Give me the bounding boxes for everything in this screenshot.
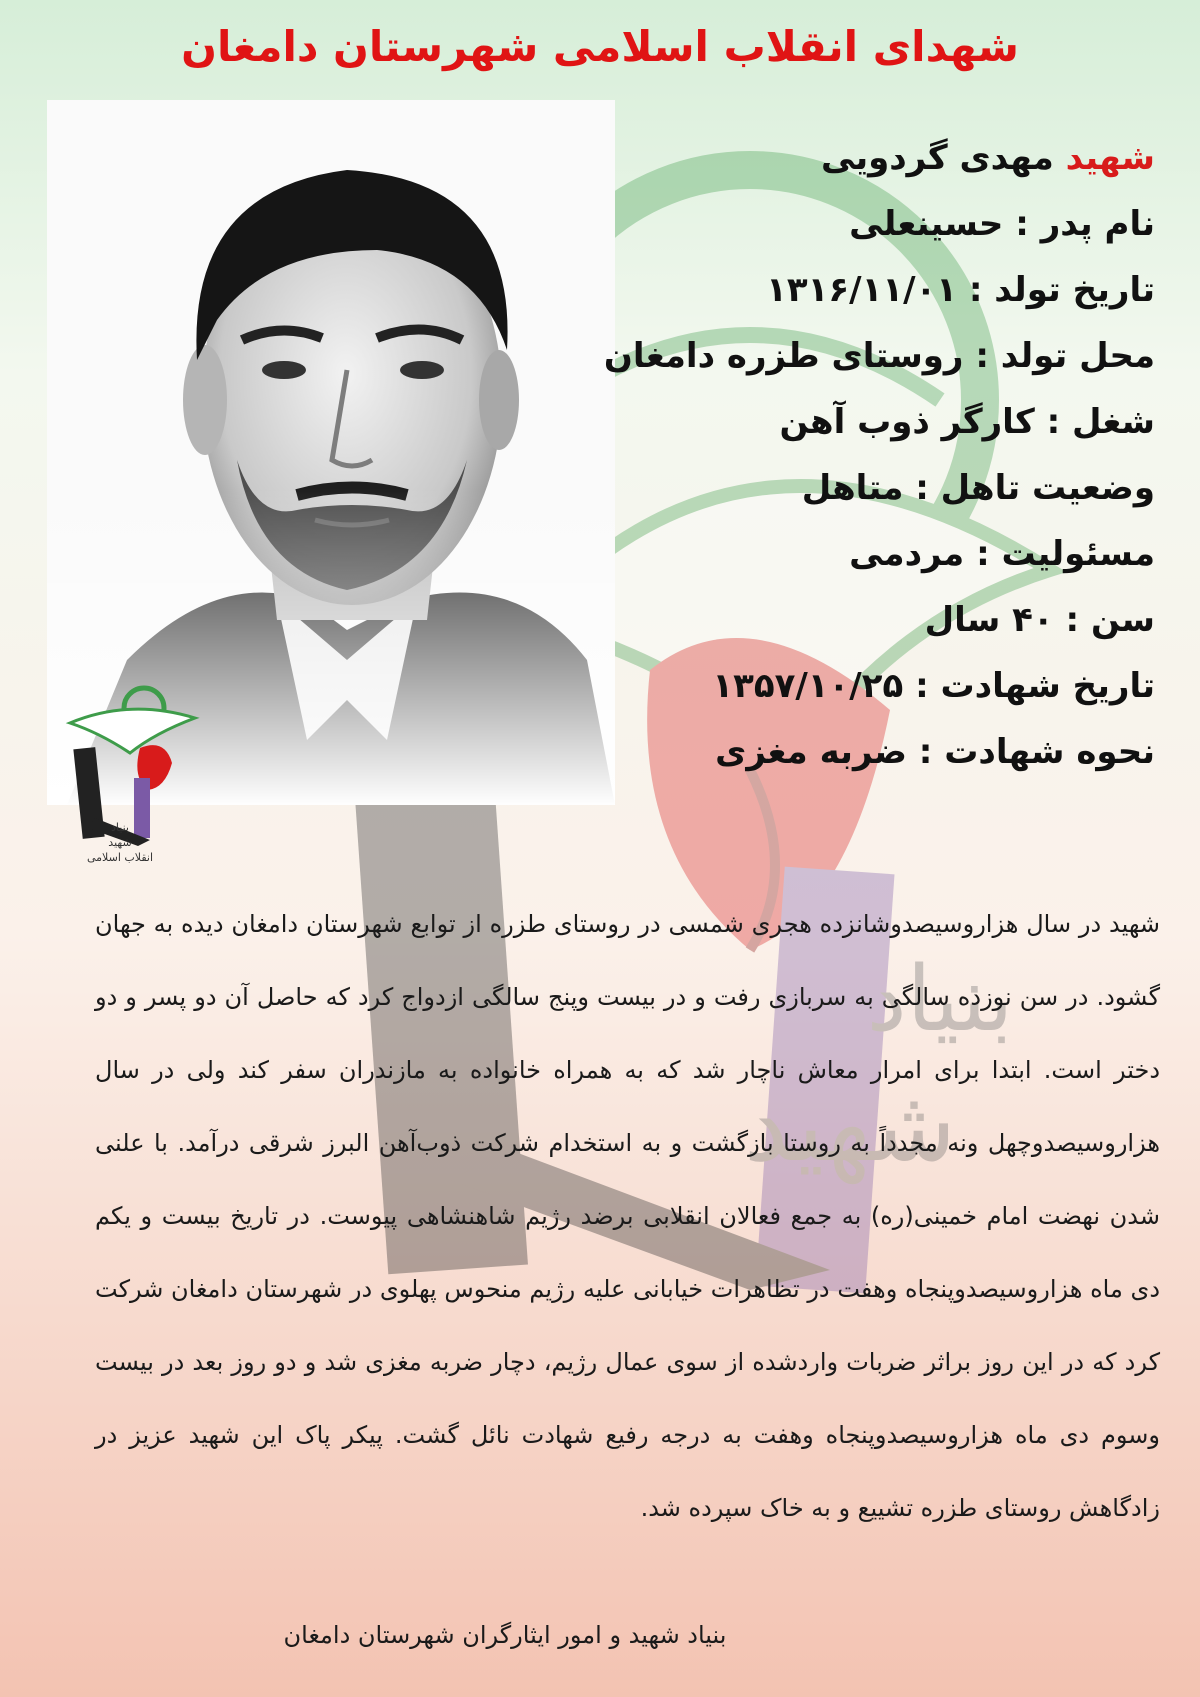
info-label: سن	[1090, 600, 1155, 640]
info-value: ۴۰ سال	[924, 600, 1054, 640]
info-row-birth-date: تاریخ تولد : ۱۳۱۶/۱۱/۰۱	[766, 270, 1155, 310]
martyr-name: مهدی گردویی	[820, 138, 1054, 178]
info-label: تاریخ شهادت	[940, 666, 1155, 706]
info-value: ۱۳۱۶/۱۱/۰۱	[766, 270, 958, 310]
info-label: نام پدر	[1040, 204, 1155, 244]
logo-line-1: بنیاد	[111, 821, 129, 834]
info-value: ۱۳۵۷/۱۰/۲۵	[712, 666, 904, 706]
martyr-info-list	[595, 125, 1155, 785]
info-label: شغل	[1072, 402, 1155, 442]
info-label: تاریخ تولد	[994, 270, 1155, 310]
martyr-prefix: شهید	[1065, 138, 1155, 178]
info-value: ضربه مغزی	[715, 732, 907, 772]
info-row-marital-status: وضعیت تاهل : متاهل	[801, 468, 1155, 508]
footer-signature: بنیاد شهید و امور ایثارگران شهرستان دامغان	[283, 1621, 727, 1649]
info-row-martyrdom-cause: نحوه شهادت : ضربه مغزی	[715, 732, 1155, 772]
svg-text:بنیاد: بنیاد	[866, 947, 1014, 1052]
info-value: متاهل	[801, 468, 904, 508]
info-row-birth-place: محل تولد : روستای طزره دامغان	[603, 336, 1155, 376]
svg-text:شهید: شهید	[743, 1067, 957, 1184]
info-label: نحوه شهادت	[944, 732, 1155, 772]
biography-text: شهید در سال هزاروسیصدوشانزده هجری شمسی در روستای طزره از توابع شهرستان دامغان دیده به جهان گشود. در سن نوزده سالگی به سربازی رفت و در بیست وپنج سالگی ازدواج کرد که حاصل آن دو پسر و دو دختر است. ابتدا برای امرار معاش ناچار شد که به همراه خانواده به مازندران سفر کند ولی در سال هزاروسیصدوچهل ونه مجدداً به روستا بازگشت و به استخدام شرکت ذوب‌آهن البرز شرقی درآمد. با علنی شدن نهضت امام خمینی(ره) به جمع فعالان انقلابی برضد رژیم شاهنشاهی پیوست. در تاریخ بیست و یکم دی ماه هزاروسیصدوپنجاه وهفت در تظاهرات خیابانی علیه رژیم منحوس پهلوی در شهرستان دامغان شرکت کرد که در این روز براثر ضربات واردشده از سوی عمال رژیم، دچار ضربه مغزی شد و دو روز بعد در بیست وسوم دی ماه هزاروسیصدوپنجاه وهفت به درجه رفیع شهادت نائل گشت. پیکر پاک این شهید عزیز در زادگاهش روستای طزره تشییع و به خاک سپرده شد.	[95, 910, 1160, 1522]
info-row-age: سن : ۴۰ سال	[924, 600, 1155, 640]
info-label: محل تولد	[1000, 336, 1155, 376]
info-label: مسئولیت	[1001, 534, 1155, 574]
info-value: روستای طزره دامغان	[603, 336, 964, 376]
info-value: حسینعلی	[849, 204, 1004, 244]
page-title: شهدای انقلاب اسلامی شهرستان دامغان	[181, 22, 1019, 71]
info-row-martyrdom-date: تاریخ شهادت : ۱۳۵۷/۱۰/۲۵	[712, 666, 1155, 706]
logo-line-2: شهید	[108, 836, 132, 849]
logo-caption	[60, 820, 180, 865]
martyr-name-row	[595, 125, 1155, 191]
info-label: وضعیت تاهل	[940, 468, 1155, 508]
info-value: مردمی	[849, 534, 965, 574]
info-row-father-name: نام پدر : حسینعلی	[849, 204, 1155, 244]
info-row-responsibility: مسئولیت : مردمی	[849, 534, 1155, 574]
info-value: کارگر ذوب آهن	[779, 402, 1035, 442]
logo-line-3: انقلاب اسلامی	[87, 851, 153, 864]
info-row-occupation: شغل : کارگر ذوب آهن	[779, 402, 1155, 442]
